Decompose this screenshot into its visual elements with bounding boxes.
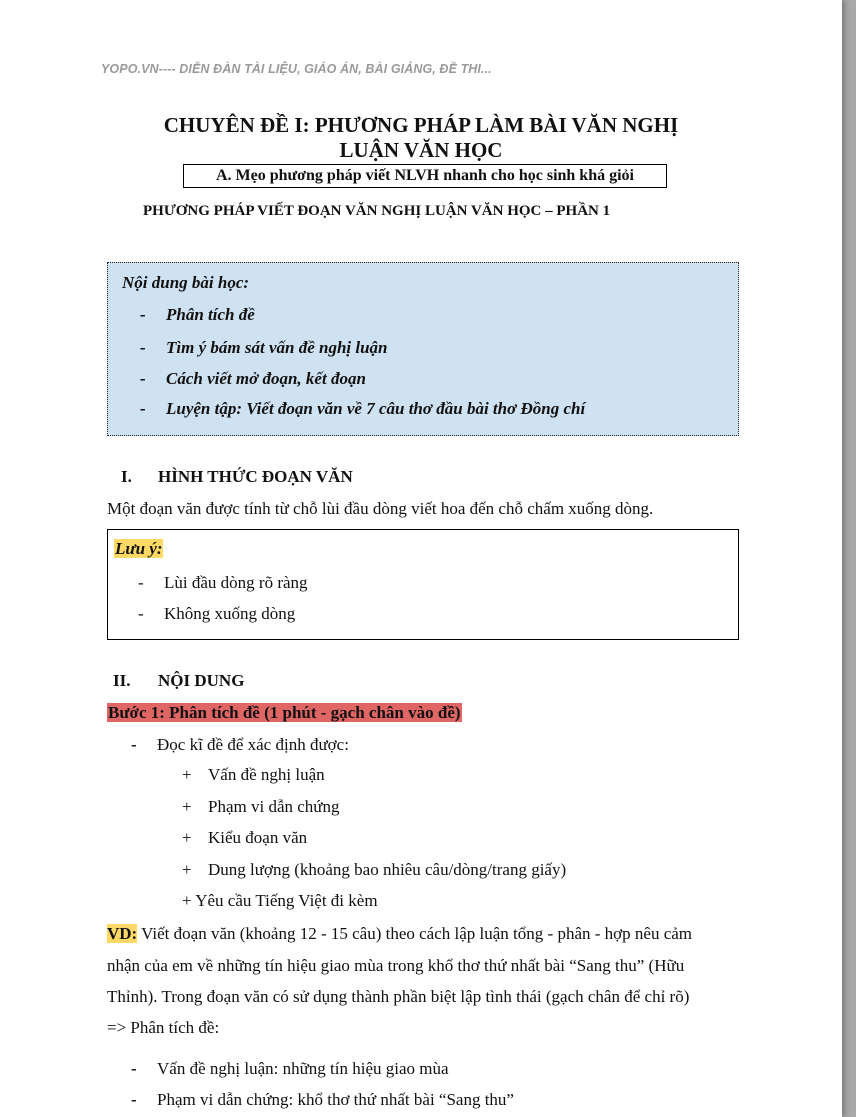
section1-body: Một đoạn văn được tính từ chỗ lùi đầu dòng viết hoa đến chỗ chấm xuống dòng. xyxy=(107,499,654,518)
section-title: PHƯƠNG PHÁP VIẾT ĐOẠN VĂN NGHỊ LUẬN VĂN HỌC – PHẦN 1 xyxy=(143,203,611,219)
note-item: - Lùi đầu dòng rõ ràng xyxy=(138,573,308,592)
extra-item: + Yêu cầu Tiếng Việt đi kèm xyxy=(182,891,378,910)
lesson-item: - Phân tích đề xyxy=(140,305,255,324)
lesson-item: - Luyện tập: Viết đoạn văn về 7 câu thơ đầu bài thơ Đồng chí xyxy=(140,399,586,418)
example-line2: nhận của em về những tín hiệu giao mùa trong khổ thơ thứ nhất bài “Sang thu” (Hữu xyxy=(107,956,685,975)
header-watermark: YOPO.VN---- DIỄN ĐÀN TÀI LIỆU, GIÁO ÁN, BÀI GIẢNG, ĐỀ THI... xyxy=(101,62,492,76)
plus-item: + Dung lượng (khoảng bao nhiêu câu/dòng/trang giấy) xyxy=(182,860,567,879)
note-item: - Không xuống dòng xyxy=(138,604,296,623)
section1-heading: HÌNH THỨC ĐOẠN VĂN xyxy=(158,467,353,486)
example-line4: => Phân tích đề: xyxy=(107,1018,220,1037)
analysis-item: - Phạm vi dẫn chứng: khổ thơ thứ nhất bài “Sang thu” xyxy=(131,1090,514,1109)
example-line3: Thỉnh). Trong đoạn văn có sử dụng thành phần biệt lập tình thái (gạch chân để chỉ rõ) xyxy=(107,987,690,1006)
note-label: Lưu ý: xyxy=(115,539,163,558)
step1-highlight: Bước 1: Phân tích đề (1 phút - gạch chân vào đề) xyxy=(108,703,461,722)
plus-item: + Phạm vi dẫn chứng xyxy=(182,797,340,816)
section2-number: II. xyxy=(113,671,131,690)
example-line1: VD: Viết đoạn văn (khoảng 12 - 15 câu) theo cách lập luận tổng - phân - hợp nêu cảm xyxy=(107,924,693,943)
lesson-item: - Tìm ý bám sát vấn đề nghị luận xyxy=(140,338,388,357)
subtitle-box: A. Mẹo phương pháp viết NLVH nhanh cho học sinh khá giỏi xyxy=(183,164,667,188)
analysis-item: - Vấn đề nghị luận: những tín hiệu giao mùa xyxy=(131,1059,449,1078)
read-instruction: - Đọc kĩ đề để xác định được: xyxy=(131,735,349,754)
section1-number: I. xyxy=(121,467,132,486)
lesson-box-label: Nội dung bài học: xyxy=(122,273,250,292)
lesson-content-box xyxy=(107,262,739,436)
document-title-line1: CHUYÊN ĐỀ I: PHƯƠNG PHÁP LÀM BÀI VĂN NGHỊ xyxy=(163,113,679,137)
vd-label: VD: xyxy=(107,924,138,943)
step1-wrapper xyxy=(107,703,462,723)
lesson-item: - Cách viết mở đoạn, kết đoạn xyxy=(140,369,366,388)
note-label-wrapper xyxy=(114,539,163,559)
document-title-line2: LUẬN VĂN HỌC xyxy=(339,138,503,162)
section2-heading: NỘI DUNG xyxy=(158,671,245,690)
plus-item: + Vấn đề nghị luận xyxy=(182,765,325,784)
note-box xyxy=(107,529,739,640)
plus-item: + Kiểu đoạn văn xyxy=(182,828,308,847)
